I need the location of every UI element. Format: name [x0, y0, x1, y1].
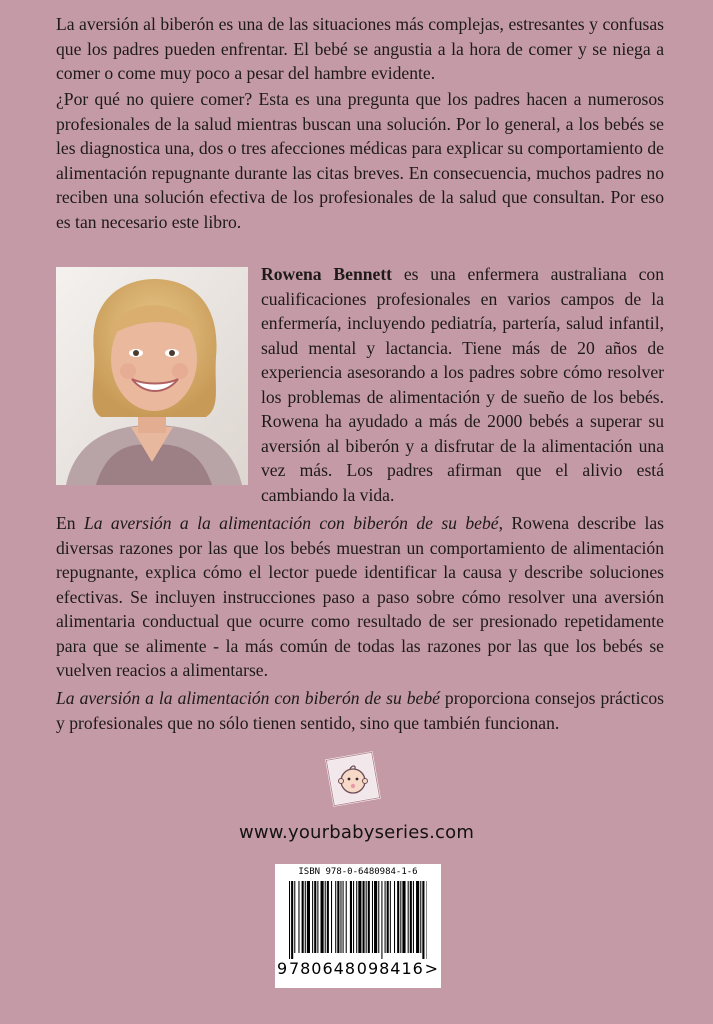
- barcode-bar: [363, 881, 365, 953]
- author-bio-paragraph: [261, 262, 664, 507]
- barcode-bar: [335, 881, 336, 953]
- barcode-bar: [321, 881, 324, 953]
- isbn-digit-end: >: [424, 959, 439, 978]
- barcode-bar: [307, 881, 310, 953]
- author-portrait-icon: [56, 267, 248, 485]
- barcode-bar: [366, 881, 367, 953]
- barcode-bar: [337, 881, 339, 953]
- desc-lead: En: [56, 513, 84, 533]
- barcode-bar: [325, 881, 326, 953]
- question-paragraph: ¿Por qué no quiere comer? Esta es una pregunta que los padres hacen a numerosos profesionales de la salud mientras buscan una solución. Por lo general, a los bebés se les diagnostica una, dos o tres afecciones médicas para explicar su comportamiento de alimentación repugnante durante las citas breves. En consecuencia, muchos padres no reciben una solución efectiva de los profesionales de la salud que consultan. Por eso es tan necesario este libro.: [56, 89, 664, 232]
- closing-paragraph: [56, 686, 664, 735]
- barcode-bar: [368, 881, 370, 953]
- book-description-paragraph: [56, 511, 664, 683]
- barcode-bar: [289, 881, 290, 959]
- barcode-bar: [381, 881, 382, 959]
- barcode-bar: [416, 881, 419, 953]
- barcode-bar: [327, 881, 329, 953]
- desc-text: , Rowena describe las diversas razones por las que los bebés muestran un comportamiento de alimentación repugnante, explica cómo el lector puede identificar la causa y describe soluciones efectivas. Se incluyen instrucciones paso a paso sobre cómo resolver una aversión alimentaria conductual que ocurre como resultado de ser presionado repetidamente para que se alimente - la más común de todas las razones por las que los bebés se vuelven reacios a alimentarse.: [56, 513, 664, 680]
- barcode-bar: [312, 881, 313, 953]
- barcode-bar: [314, 881, 316, 953]
- isbn-barcode: [275, 864, 441, 988]
- barcode-bar: [390, 881, 391, 953]
- barcode-bar: [394, 881, 395, 953]
- barcode-bar: [317, 881, 318, 953]
- author-bio-text: es una enfermera australiana con cualificaciones profesionales en varios campos de la enfermería, incluyendo pediatría, partería, salud infantil, salud mental y lactancia. Tiene más de 20 años de experiencia asesorando a los padres sobre cómo resolver los problemas de alimentación y de sueño de los bebés. Rowena ha ayudado a más de 2000 bebés a superar su aversión al biberón y a disfrutar de la alimentación una vez más. Los padres afirman que el alivio está cambiando la vida.: [261, 264, 664, 505]
- website-url[interactable]: www.yourbabyseries.com: [238, 822, 475, 843]
- barcode-bars-icon: [289, 881, 427, 959]
- isbn-digit-first: 9: [277, 959, 289, 978]
- isbn-digit-group2: 098416: [356, 959, 424, 978]
- barcode-bar: [420, 881, 421, 953]
- barcode-bar: [350, 881, 352, 953]
- barcode-bar: [356, 881, 357, 953]
- barcode-bar: [402, 881, 405, 953]
- intro-paragraph: La aversión al biberón es una de las situaciones más complejas, estresantes y confusas que los padres pueden enfrentar. El bebé se angustia a la hora de comer y se niega a comer o come muy poco a pesar del hambre evidente.: [56, 14, 664, 83]
- barcode-bar: [374, 881, 377, 953]
- barcode-bar: [340, 881, 341, 953]
- barcode-bar: [294, 881, 295, 953]
- barcode-bar: [372, 881, 373, 953]
- isbn-digit-group1: 780648: [288, 959, 357, 978]
- isbn-digits: [277, 959, 439, 978]
- barcode-bar: [305, 881, 306, 953]
- barcode-bar: [358, 881, 361, 953]
- barcode-bar: [408, 881, 409, 953]
- closing-text: proporciona consejos prácticos y profesionales que no sólo tienen sentido, sino que también funcionan.: [56, 688, 664, 733]
- barcode-bar: [413, 881, 414, 953]
- barcode-bar: [397, 881, 399, 953]
- barcode-bar: [353, 881, 354, 953]
- author-photo: [56, 267, 248, 485]
- baby-face-logo-icon: [322, 748, 384, 810]
- barcode-bar: [291, 881, 293, 959]
- barcode-bar: [378, 881, 379, 953]
- book-title-italic-2: La aversión a la alimentación con biberón de su bebé: [56, 688, 440, 708]
- barcode-bar: [331, 881, 332, 953]
- barcode-bar: [298, 881, 299, 953]
- barcode-bar: [410, 881, 412, 953]
- book-title-italic: La aversión a la alimentación con biberón de su bebé: [83, 513, 499, 533]
- barcode-bar: [400, 881, 401, 953]
- barcode-bar: [302, 881, 304, 953]
- author-name: Rowena Bennett: [261, 264, 393, 284]
- barcode-bar: [346, 881, 347, 953]
- barcode-bar: [343, 881, 344, 953]
- publisher-logo: [322, 748, 384, 810]
- barcode-bar: [385, 881, 386, 953]
- barcode-bar: [422, 881, 424, 959]
- isbn-label: ISBN 978-0-6480984-1-6: [298, 867, 418, 877]
- barcode-bar: [387, 881, 389, 953]
